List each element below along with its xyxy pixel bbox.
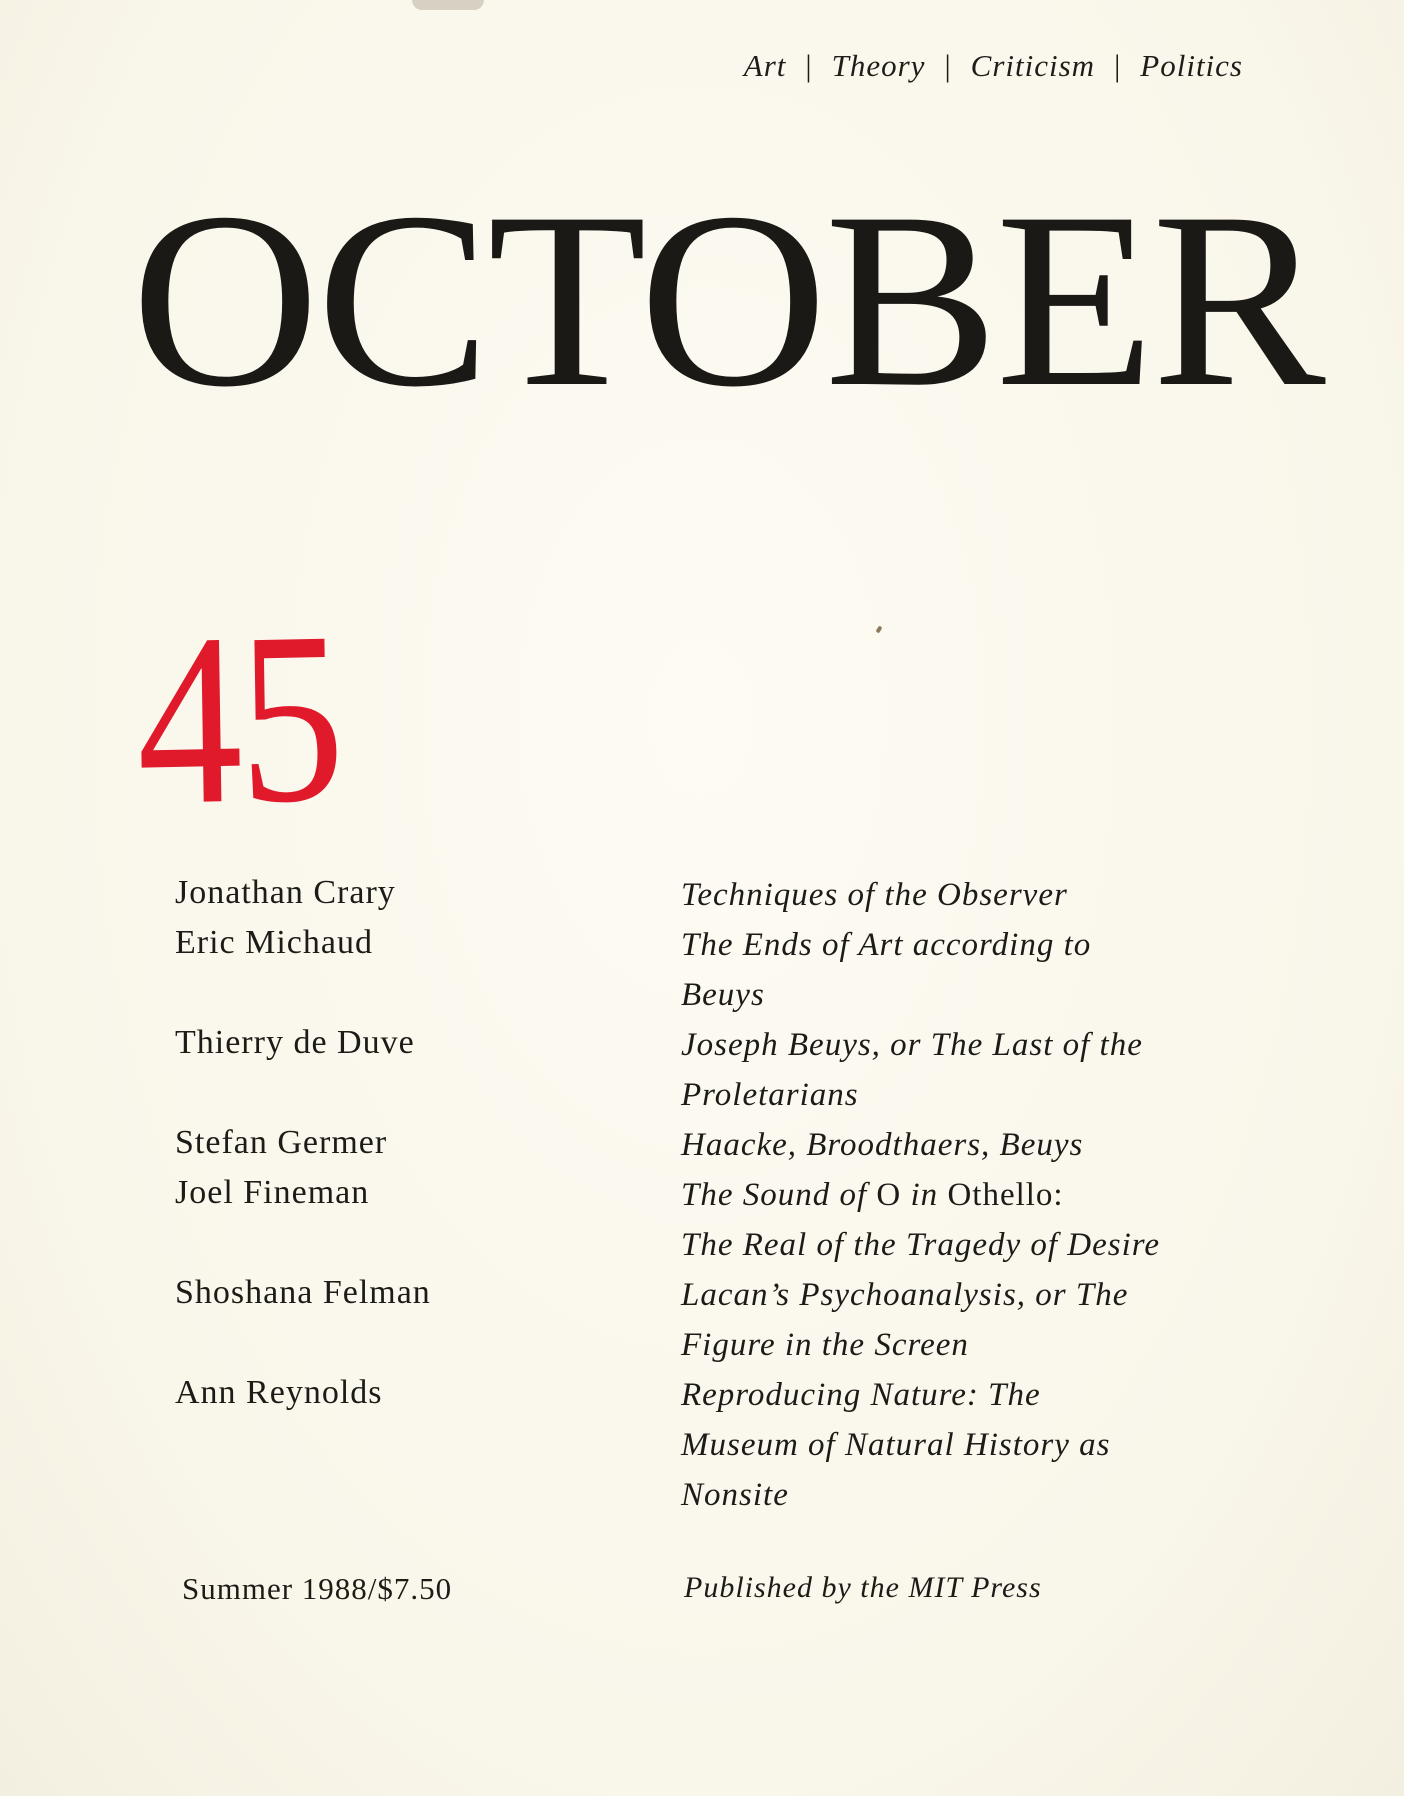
contents-title-line xyxy=(681,1327,969,1364)
contents-title-line xyxy=(681,1427,1111,1464)
contents-title-line xyxy=(681,1077,859,1114)
title-italic-segment: Joseph Beuys, or The Last of the xyxy=(681,1027,1143,1063)
title-italic-segment: Figure in the Screen xyxy=(681,1327,969,1363)
title-italic-segment: The Ends of Art according to xyxy=(681,927,1092,963)
tagline-separator: | xyxy=(805,48,813,83)
tagline-item-politics: Politics xyxy=(1140,48,1243,83)
title-italic-segment: Beuys xyxy=(681,977,765,1013)
contents-title-line xyxy=(681,1477,789,1514)
tagline-item-art: Art xyxy=(743,48,787,83)
contents-title-line xyxy=(681,1377,1041,1414)
title-italic-segment: Proletarians xyxy=(681,1077,859,1113)
contents-author: Jonathan Crary xyxy=(175,874,396,911)
title-italic-segment: The Real of the Tragedy of Desire xyxy=(681,1227,1161,1263)
title-italic-segment: Reproducing Nature: The xyxy=(681,1377,1041,1413)
title-italic-segment: Museum of Natural History as xyxy=(681,1427,1111,1463)
tagline-item-criticism: Criticism xyxy=(970,48,1096,83)
paper-speck xyxy=(876,625,883,633)
contents-author: Stefan Germer xyxy=(175,1124,388,1161)
masthead-title: OCTOBER xyxy=(131,161,1323,439)
contents-author: Shoshana Felman xyxy=(175,1274,431,1311)
title-italic-segment: Haacke, Broodthaers, Beuys xyxy=(681,1127,1084,1163)
title-italic-segment: Nonsite xyxy=(681,1477,789,1513)
tagline xyxy=(744,48,1243,84)
title-roman-segment: Othello: xyxy=(947,1177,1064,1213)
title-italic-segment: Lacan’s Psychoanalysis, or The xyxy=(681,1277,1129,1313)
title-roman-segment: O xyxy=(876,1177,902,1213)
contents-title-line xyxy=(681,1227,1160,1264)
contents-title-line xyxy=(681,977,765,1014)
contents-title-line xyxy=(681,877,1068,914)
contents-title-line xyxy=(681,1127,1083,1164)
title-italic-segment: Techniques of the Observer xyxy=(681,877,1068,913)
contents-title-line xyxy=(681,927,1091,964)
title-italic-segment: in xyxy=(901,1177,948,1213)
contents-title-line xyxy=(681,1027,1143,1064)
contents-author: Joel Fineman xyxy=(175,1174,370,1211)
contents-author: Ann Reynolds xyxy=(175,1374,383,1411)
tagline-separator: | xyxy=(1114,48,1122,83)
tagline-item-theory: Theory xyxy=(831,48,926,83)
publisher-line: Published by the MIT Press xyxy=(684,1571,1042,1604)
issue-number: 45 xyxy=(134,580,343,856)
title-italic-segment: The Sound of xyxy=(681,1177,877,1213)
contents-author: Eric Michaud xyxy=(175,924,373,961)
issue-date-price: Summer 1988/$7.50 xyxy=(182,1571,453,1606)
contents-author: Thierry de Duve xyxy=(175,1024,415,1061)
tagline-separator: | xyxy=(944,48,952,83)
cover-notch xyxy=(412,0,484,10)
contents-title-line xyxy=(681,1277,1128,1314)
contents-title-line xyxy=(681,1177,1064,1214)
